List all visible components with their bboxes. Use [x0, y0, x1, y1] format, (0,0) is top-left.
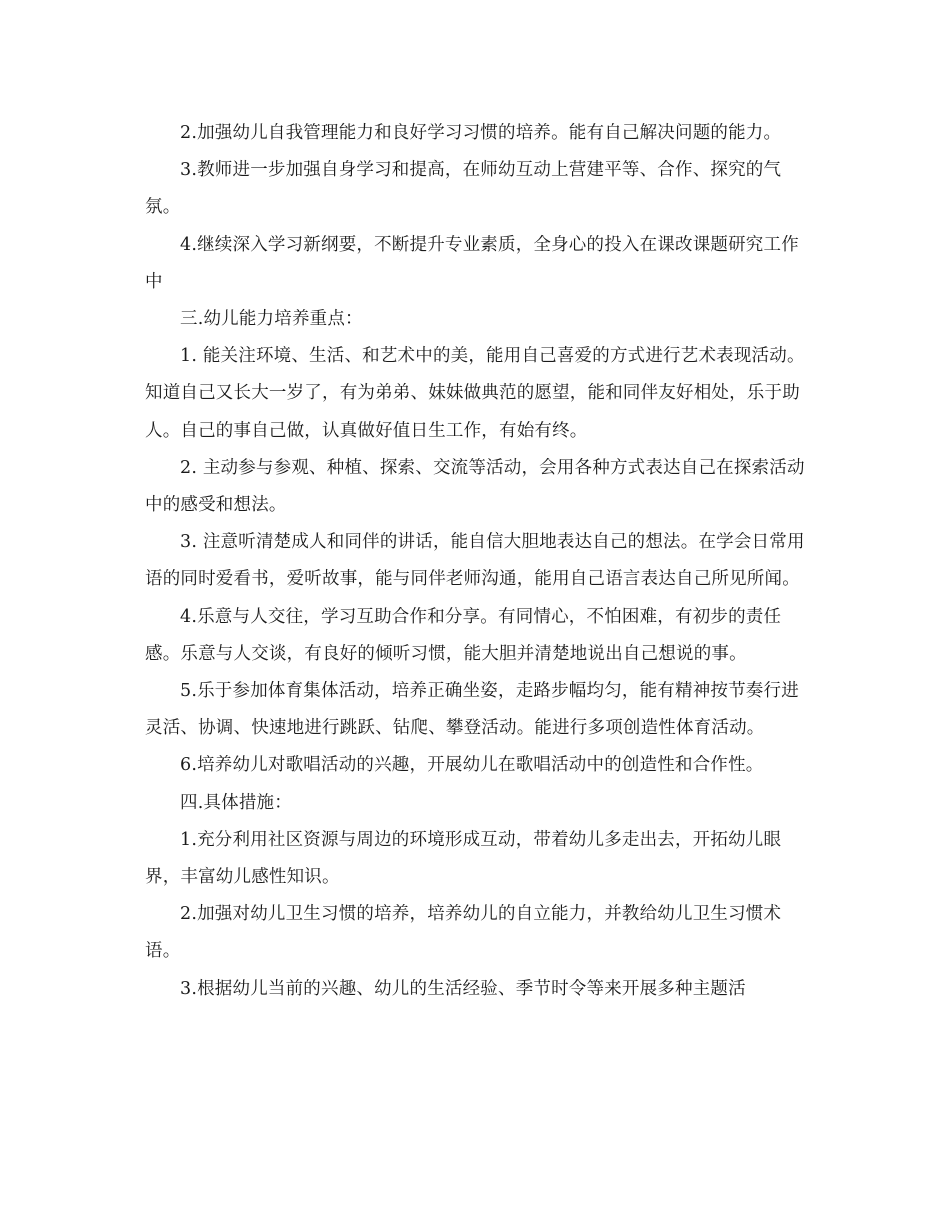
- paragraph-goal-4: 4.继续深入学习新纲要，不断提升专业素质，全身心的投入在课改课题研究工作中: [145, 234, 799, 292]
- paragraph-measure-3: 3.根据幼儿当前的兴趣、幼儿的生活经验、季节时令等来开展多种主题活: [180, 978, 746, 999]
- paragraph-ability-1: 1. 能关注环境、生活、和艺术中的美，能用自己喜爱的方式进行艺术表现活动。知道自己又长大一岁了，有为弟弟、妹妹做典范的愿望，能和同伴友好相处，乐于助人。自己的事自己做，认真做好值日生工作，有始有终。: [145, 346, 805, 441]
- document-body: [145, 115, 810, 1008]
- paragraph-ability-5: 5.乐于参加体育集体活动，培养正确坐姿，走路步幅均匀，能有精神按节奏行进灵活、协调、快速地进行跳跃、钻爬、攀登活动。能进行多项创造性体育活动。: [145, 681, 799, 739]
- section-heading-ability-focus: 三.幼儿能力培养重点：: [180, 309, 363, 330]
- paragraph-measure-2: 2.加强对幼儿卫生习惯的培养，培养幼儿的自立能力，并教给幼儿卫生习惯术语。: [145, 904, 782, 962]
- paragraph-goal-3: 3.教师进一步加强自身学习和提高，在师幼互动上营建平等、合作、探究的气氛。: [145, 160, 782, 218]
- paragraph-measure-1: 1.充分利用社区资源与周边的环境形成互动，带着幼儿多走出去，开拓幼儿眼界，丰富幼儿感性知识。: [145, 829, 782, 888]
- paragraph-ability-3: 3. 注意听清楚成人和同伴的讲话，能自信大胆地表达自己的想法。在学会日常用语的同时爱看书，爱听故事，能与同伴老师沟通，能用自己语言表达自己所见所闻。: [145, 532, 805, 590]
- section-heading-measures: 四.具体措施：: [180, 792, 292, 813]
- paragraph-goal-2: 2.加强幼儿自我管理能力和良好学习习惯的培养。能有自己解决问题的能力。: [180, 123, 782, 143]
- paragraph-ability-6: 6.培养幼儿对歌唱活动的兴趣，开展幼儿在歌唱活动中的创造性和合作性。: [180, 755, 764, 776]
- paragraph-ability-2: 2. 主动参与参观、种植、探索、交流等活动，会用各种方式表达自己在探索活动中的感受和想法。: [145, 457, 805, 516]
- paragraph-ability-4: 4.乐意与人交往，学习互助合作和分享。有同情心，不怕困难，有初步的责任感。乐意与人交谈，有良好的倾听习惯，能大胆并清楚地说出自己想说的事。: [145, 606, 782, 664]
